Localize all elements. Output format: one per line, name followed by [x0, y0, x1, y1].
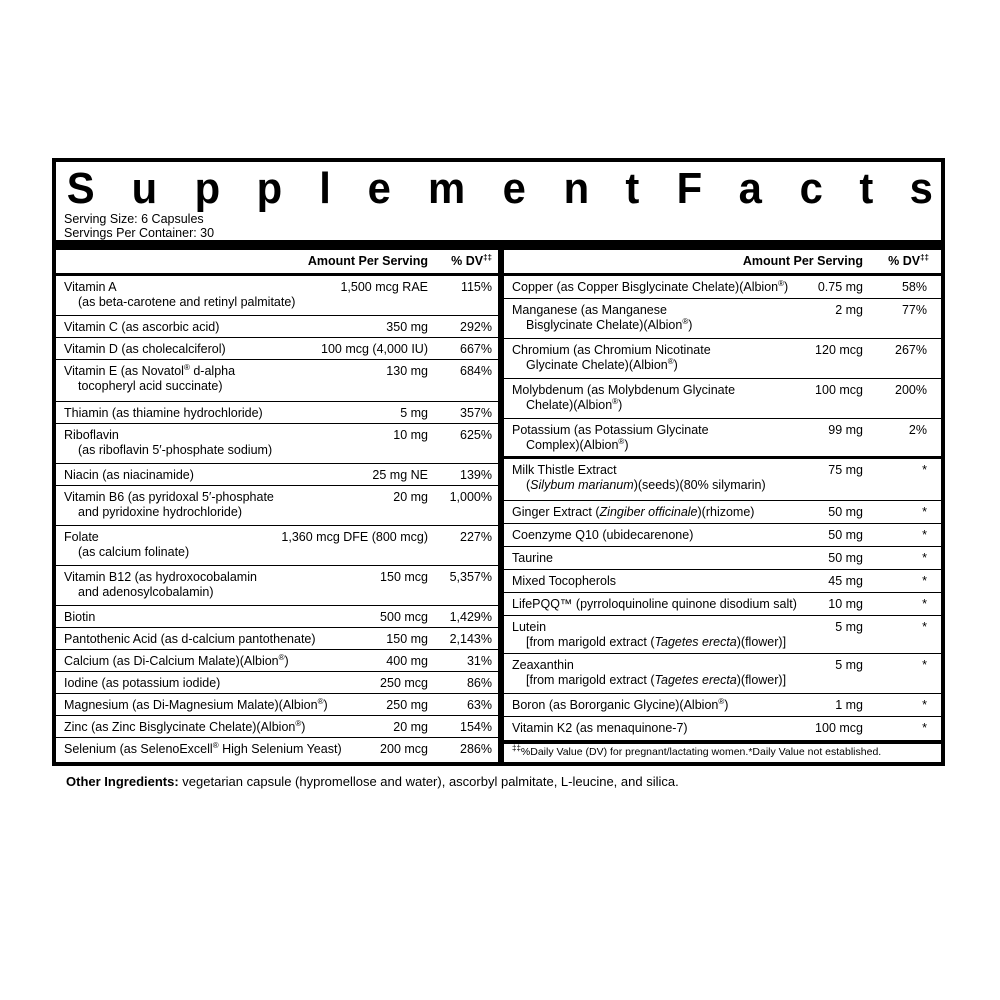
nutrient-dv: 5,357%	[449, 570, 492, 584]
nutrient-row	[56, 360, 498, 402]
right-header	[504, 250, 941, 276]
nutrient-row	[56, 566, 498, 606]
footnote-divider	[504, 740, 941, 744]
nutrient-name: Vitamin K2 (as menaquinone-7)	[512, 721, 688, 735]
nutrient-dv: *	[922, 620, 927, 634]
nutrient-amount: 120 mcg	[815, 343, 863, 357]
title-letter: a	[739, 164, 763, 213]
nutrient-row	[56, 338, 498, 360]
nutrient-amount: 5 mg	[835, 658, 863, 672]
nutrient-amount: 50 mg	[828, 505, 863, 519]
nutrient-name: Copper (as Copper Bisglycinate Chelate)(Albion®)	[512, 278, 789, 294]
nutrient-dv: *	[922, 698, 927, 712]
title-letter: c	[799, 164, 823, 213]
left-header	[56, 250, 498, 276]
nutrient-dv: *	[922, 463, 927, 477]
nutrient-row	[56, 276, 498, 316]
nutrient-name: Vitamin C (as ascorbic acid)	[64, 320, 220, 334]
nutrient-name: Ginger Extract (Zingiber officinale)(rhizome)	[512, 505, 755, 519]
nutrient-dv: *	[922, 658, 927, 672]
right-rows	[504, 276, 941, 740]
nutrient-dv: 200%	[895, 383, 927, 397]
title-letter: e	[367, 164, 392, 213]
nutrient-amount: 100 mcg (4,000 IU)	[321, 342, 428, 356]
nutrient-amount: 100 mcg	[815, 721, 863, 735]
nutrient-row	[56, 672, 498, 694]
nutrient-dv: 2,143%	[449, 632, 492, 646]
nutrient-name: Molybdenum (as Molybdenum Glycinate Chelate)(Albion®)	[512, 383, 736, 412]
nutrient-amount: 150 mg	[386, 632, 428, 646]
nutrient-source: tocopheryl acid succinate)	[78, 379, 223, 393]
nutrient-name: Vitamin D (as cholecalciferol)	[64, 342, 226, 356]
nutrient-dv: 667%	[460, 342, 492, 356]
title-letter: t	[859, 164, 874, 213]
title-letter: F	[676, 164, 702, 213]
nutrient-name: Zinc (as Zinc Bisglycinate Chelate)(Albion®)	[64, 718, 306, 734]
title-letter: e	[502, 164, 527, 213]
nutrient-amount: 20 mg	[393, 720, 428, 734]
nutrient-amount: 50 mg	[828, 528, 863, 542]
nutrient-row	[56, 738, 498, 760]
nutrient-row	[56, 606, 498, 628]
nutrient-dv: 684%	[460, 364, 492, 378]
nutrient-source: Complex)(Albion®)	[526, 436, 629, 452]
nutrient-row	[504, 694, 941, 717]
amount-header: Amount Per Serving	[742, 254, 863, 268]
nutrient-source: Glycinate Chelate)(Albion®)	[526, 356, 678, 372]
dv-header: % DV‡‡	[451, 252, 492, 268]
nutrient-name: Calcium (as Di-Calcium Malate)(Albion®)	[64, 652, 289, 668]
nutrient-name: Biotin	[64, 610, 96, 624]
nutrient-name: Selenium (as SelenoExcell® High Selenium Yeast)	[64, 740, 342, 756]
nutrient-name: Vitamin B12 (as hydroxocobalamin and adenosylcobalamin)	[64, 570, 257, 599]
nutrient-name: Milk Thistle Extract (Silybum marianum)(seeds)(80% silymarin)	[512, 463, 766, 492]
nutrient-dv: 625%	[460, 428, 492, 442]
nutrient-row	[504, 654, 941, 694]
nutrient-amount: 5 mg	[400, 406, 428, 420]
nutrient-row	[504, 524, 941, 547]
nutrient-row	[504, 299, 941, 339]
nutrient-row	[56, 628, 498, 650]
nutrient-amount: 350 mg	[386, 320, 428, 334]
nutrient-row	[504, 547, 941, 570]
title-letter: S	[66, 164, 95, 213]
nutrient-name: Lutein [from marigold extract (Tagetes erecta)(flower)]	[512, 620, 787, 649]
nutrient-amount: 1,500 mcg RAE	[340, 280, 428, 294]
title-letter: l	[319, 164, 332, 213]
nutrient-name: Folate (as calcium folinate)	[64, 530, 190, 559]
nutrient-dv: *	[922, 597, 927, 611]
nutrient-amount: 20 mg	[393, 490, 428, 504]
nutrient-source: and pyridoxine hydrochloride)	[78, 505, 242, 519]
nutrient-dv: 357%	[460, 406, 492, 420]
nutrient-name: Niacin (as niacinamide)	[64, 468, 194, 482]
nutrient-name: Chromium (as Chromium Nicotinate Glycinate Chelate)(Albion®)	[512, 343, 711, 372]
nutrient-amount: 2 mg	[835, 303, 863, 317]
nutrient-source: Chelate)(Albion®)	[526, 396, 623, 412]
nutrient-name: Potassium (as Potassium Glycinate Complex)(Albion®)	[512, 423, 709, 452]
nutrient-row	[56, 694, 498, 716]
nutrient-dv: 139%	[460, 468, 492, 482]
nutrient-row	[56, 650, 498, 672]
other-ingredients-text: vegetarian capsule (hypromellose and water), ascorbyl palmitate, L-leucine, and silica.	[178, 774, 679, 789]
nutrient-amount: 150 mcg	[380, 570, 428, 584]
nutrient-row	[56, 526, 498, 566]
nutrient-row	[56, 402, 498, 424]
nutrient-dv: 267%	[895, 343, 927, 357]
nutrient-dv: 31%	[466, 654, 492, 668]
title-letter: n	[563, 164, 589, 213]
nutrient-amount: 130 mg	[386, 364, 428, 378]
nutrient-amount: 250 mg	[386, 698, 428, 712]
nutrient-name: Iodine (as potassium iodide)	[64, 676, 221, 690]
nutrient-row	[56, 716, 498, 738]
nutrient-row	[504, 717, 941, 740]
nutrient-amount: 10 mg	[828, 597, 863, 611]
nutrient-name: Zeaxanthin [from marigold extract (Tagetes erecta)(flower)]	[512, 658, 787, 687]
nutrient-dv: 63%	[466, 698, 492, 712]
footnote: ‡‡%Daily Value (DV) for pregnant/lactating women.*Daily Value not established.	[512, 743, 882, 758]
nutrient-row	[56, 424, 498, 464]
nutrient-row	[504, 419, 941, 459]
nutrient-dv: 292%	[460, 320, 492, 334]
nutrient-row	[504, 276, 941, 299]
nutrient-name: Magnesium (as Di-Magnesium Malate)(Albion®)	[64, 696, 328, 712]
nutrient-dv: *	[922, 721, 927, 735]
title-letter: m	[428, 164, 466, 213]
nutrient-amount: 5 mg	[835, 620, 863, 634]
nutrient-row	[504, 501, 941, 524]
title-letter: p	[194, 164, 221, 213]
nutrient-source: and adenosylcobalamin)	[78, 585, 214, 599]
nutrient-amount: 75 mg	[828, 463, 863, 477]
nutrient-name: Coenzyme Q10 (ubidecarenone)	[512, 528, 694, 542]
nutrient-dv: 227%	[460, 530, 492, 544]
nutrient-source: Bisglycinate Chelate)(Albion®)	[526, 316, 693, 332]
nutrient-amount: 200 mcg	[380, 742, 428, 756]
left-column	[56, 250, 498, 762]
nutrient-row	[56, 464, 498, 486]
title-letter: p	[257, 164, 283, 213]
nutrient-source: [from marigold extract (Tagetes erecta)(flower)]	[526, 673, 787, 687]
nutrient-row	[504, 616, 941, 654]
nutrient-name: Riboflavin (as riboflavin 5′-phosphate sodium)	[64, 428, 273, 457]
nutrient-amount: 1,360 mcg DFE (800 mcg)	[281, 530, 428, 544]
nutrient-amount: 10 mg	[393, 428, 428, 442]
nutrient-name: Manganese (as Manganese Bisglycinate Chelate)(Albion®)	[512, 303, 693, 332]
nutrient-amount: 400 mg	[386, 654, 428, 668]
nutrient-dv: *	[922, 551, 927, 565]
nutrient-name: LifePQQ™ (pyrroloquinoline quinone disodium salt)	[512, 597, 797, 611]
servings-per-container: Servings Per Container: 30	[64, 226, 215, 240]
nutrient-source: [from marigold extract (Tagetes erecta)(flower)]	[526, 635, 787, 649]
amount-header: Amount Per Serving	[307, 254, 428, 268]
nutrient-name: Taurine	[512, 551, 553, 565]
nutrient-row	[504, 379, 941, 419]
nutrient-name: Vitamin A (as beta-carotene and retinyl palmitate)	[64, 280, 296, 309]
nutrient-name: Thiamin (as thiamine hydrochloride)	[64, 406, 263, 420]
nutrient-source: (Silybum marianum)(seeds)(80% silymarin)	[526, 478, 766, 492]
nutrient-name: Vitamin B6 (as pyridoxal 5′-phosphate and pyridoxine hydrochloride)	[64, 490, 274, 519]
dv-header: % DV‡‡	[888, 252, 929, 268]
nutrient-amount: 50 mg	[828, 551, 863, 565]
nutrient-dv: 286%	[460, 742, 492, 756]
nutrient-name: Pantothenic Acid (as d-calcium pantothenate)	[64, 632, 316, 646]
serving-size: Serving Size: 6 Capsules	[64, 212, 204, 226]
nutrient-row	[56, 316, 498, 338]
nutrient-dv: *	[922, 528, 927, 542]
nutrient-dv: 86%	[466, 676, 492, 690]
nutrient-dv: 1,000%	[449, 490, 492, 504]
nutrient-dv: *	[922, 574, 927, 588]
right-column	[504, 250, 941, 762]
nutrient-row	[56, 486, 498, 526]
other-ingredients-label: Other Ingredients:	[66, 774, 179, 789]
nutrient-source: (as calcium folinate)	[78, 545, 190, 559]
supplement-facts-panel	[52, 158, 945, 766]
nutrient-amount: 0.75 mg	[817, 280, 863, 294]
nutrient-amount: 1 mg	[835, 698, 863, 712]
nutrient-row	[504, 593, 941, 616]
nutrient-row	[504, 339, 941, 379]
nutrient-amount: 99 mg	[828, 423, 863, 437]
title-letter: s	[909, 164, 934, 213]
nutrient-dv: 2%	[908, 423, 927, 437]
nutrient-dv: 154%	[460, 720, 492, 734]
nutrient-amount: 25 mg NE	[372, 468, 428, 482]
nutrient-dv: 58%	[901, 280, 927, 294]
nutrient-dv: 1,429%	[449, 610, 492, 624]
nutrient-amount: 45 mg	[828, 574, 863, 588]
nutrient-amount: 250 mcg	[380, 676, 428, 690]
nutrient-source: (as beta-carotene and retinyl palmitate)	[78, 295, 296, 309]
nutrient-dv: *	[922, 505, 927, 519]
other-ingredients	[66, 774, 679, 789]
nutrient-name: Mixed Tocopherols	[512, 574, 616, 588]
nutrient-amount: 500 mcg	[380, 610, 428, 624]
nutrient-dv: 77%	[901, 303, 927, 317]
nutrient-name: Boron (as Bororganic Glycine)(Albion®)	[512, 696, 729, 712]
nutrient-amount: 100 mcg	[815, 383, 863, 397]
nutrient-dv: 115%	[460, 280, 492, 294]
nutrient-row	[504, 459, 941, 501]
thick-divider	[56, 240, 941, 250]
nutrient-source: (as riboflavin 5′-phosphate sodium)	[78, 443, 273, 457]
panel-title	[66, 166, 934, 212]
left-rows	[56, 276, 498, 760]
nutrient-row	[504, 570, 941, 593]
nutrient-name: Vitamin E (as Novatol® d-alpha tocopheryl acid succinate)	[64, 362, 236, 393]
title-letter: t	[625, 164, 640, 213]
title-letter: u	[131, 164, 158, 213]
